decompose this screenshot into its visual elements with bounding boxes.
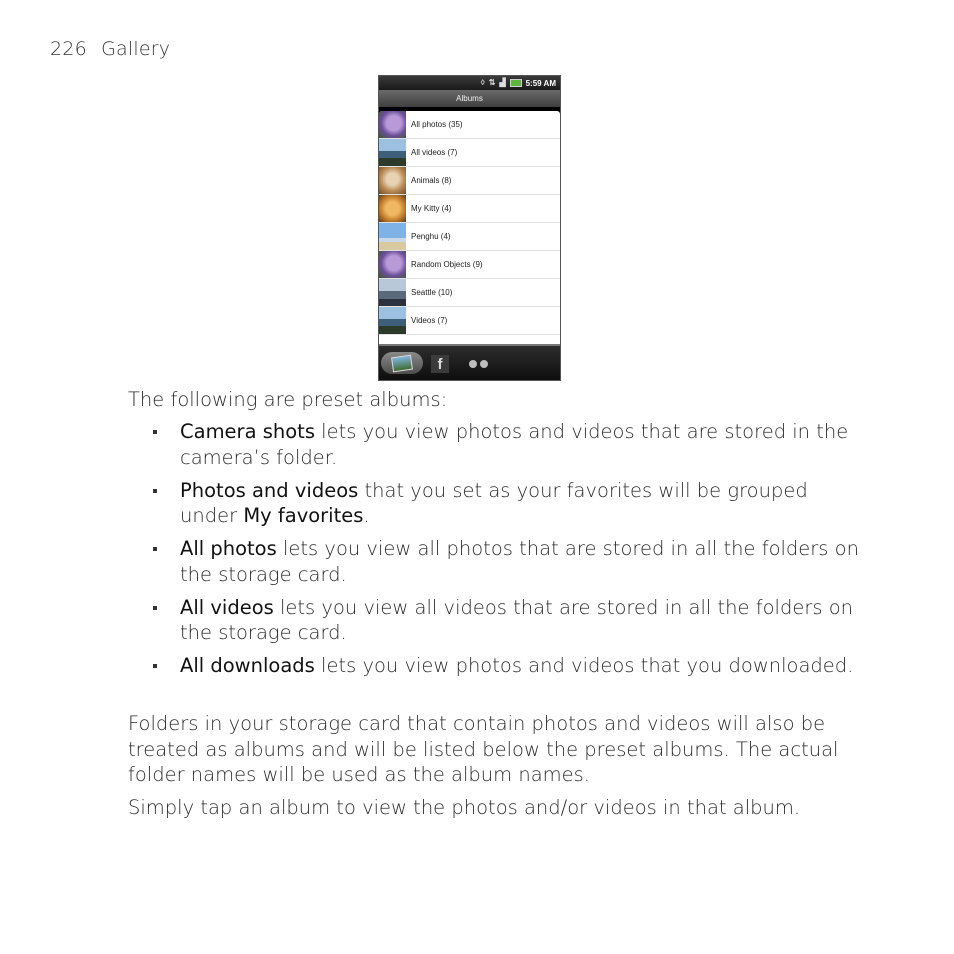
bullet-icon (153, 606, 157, 610)
album-label: Animals (8) (411, 176, 452, 185)
status-time: 5:59 AM (525, 78, 556, 88)
gallery-tab[interactable] (381, 352, 423, 374)
album-thumbnail (379, 251, 406, 278)
bullet-icon (153, 489, 157, 493)
album-label: Seattle (10) (411, 288, 453, 297)
term: My favorites (243, 504, 364, 527)
album-list (379, 111, 560, 344)
more-tabs-icon[interactable] (469, 360, 488, 368)
album-label: All videos (7) (411, 148, 458, 157)
album-row-all-videos[interactable] (379, 139, 560, 167)
album-thumbnail (379, 111, 406, 138)
bottom-tab-bar (379, 344, 560, 380)
facebook-icon[interactable]: f (431, 355, 449, 373)
album-row-penghu[interactable] (379, 223, 560, 251)
list-item (148, 595, 868, 646)
signal-icon: ▟ (499, 78, 506, 87)
tap-album-paragraph: Simply tap an album to view the photos and/or videos in that album. (128, 796, 801, 819)
vibrate-icon: ◊ (480, 78, 485, 87)
album-thumbnail (379, 167, 406, 194)
term: All videos (180, 595, 274, 619)
term: All downloads (180, 654, 315, 677)
page-number: 226 (50, 38, 87, 60)
list-item (148, 653, 868, 679)
album-row-videos[interactable] (379, 307, 560, 335)
album-thumbnail (379, 223, 406, 250)
list-item (148, 419, 868, 470)
album-label: Random Objects (9) (411, 260, 483, 269)
album-thumbnail (379, 139, 406, 166)
description: that you set as your favorites will be grouped under (180, 478, 808, 527)
description-tail: . (363, 504, 370, 527)
page-header (50, 38, 170, 60)
battery-icon (510, 79, 522, 87)
description: lets you view all videos that are stored in all the folders on the storage card. (180, 595, 853, 644)
intro-text: The following are preset albums: (128, 388, 448, 411)
album-row-random-objects[interactable] (379, 251, 560, 279)
network-icon: ⇅ (488, 78, 496, 87)
album-thumbnail (379, 307, 406, 334)
description: lets you view all photos that are stored in all the folders on the storage card. (180, 537, 859, 586)
status-bar (379, 76, 560, 90)
album-label: Penghu (4) (411, 232, 451, 241)
folders-paragraph: Folders in your storage card that contain photos and videos will also be treated as albums and will be listed below the preset albums. The actual folder names will be used as the album names. (128, 712, 839, 786)
album-row-animals[interactable] (379, 167, 560, 195)
preset-albums-list (148, 419, 868, 686)
album-row-all-photos[interactable] (379, 111, 560, 139)
term: Camera shots (180, 420, 315, 443)
list-item (148, 478, 868, 529)
list-item (148, 536, 868, 587)
album-label: Videos (7) (411, 316, 448, 325)
album-row-my-kitty[interactable] (379, 195, 560, 223)
albums-screenshot (378, 75, 561, 381)
album-label: All photos (35) (411, 120, 463, 129)
bullet-icon (153, 430, 157, 434)
description: lets you view photos and videos that are stored in the camera’s folder. (180, 420, 849, 469)
term: Photos and videos (180, 478, 359, 502)
album-thumbnail (379, 195, 406, 222)
section-title: Gallery (101, 38, 171, 60)
screen-title: Albums (379, 90, 560, 107)
photo-icon (391, 354, 413, 372)
album-thumbnail (379, 279, 406, 306)
description: lets you view photos and videos that you downloaded. (314, 654, 854, 677)
bullet-icon (153, 547, 157, 551)
term: All photos (180, 537, 277, 560)
album-label: My Kitty (4) (411, 204, 452, 213)
album-row-seattle[interactable] (379, 279, 560, 307)
bullet-icon (153, 664, 157, 668)
